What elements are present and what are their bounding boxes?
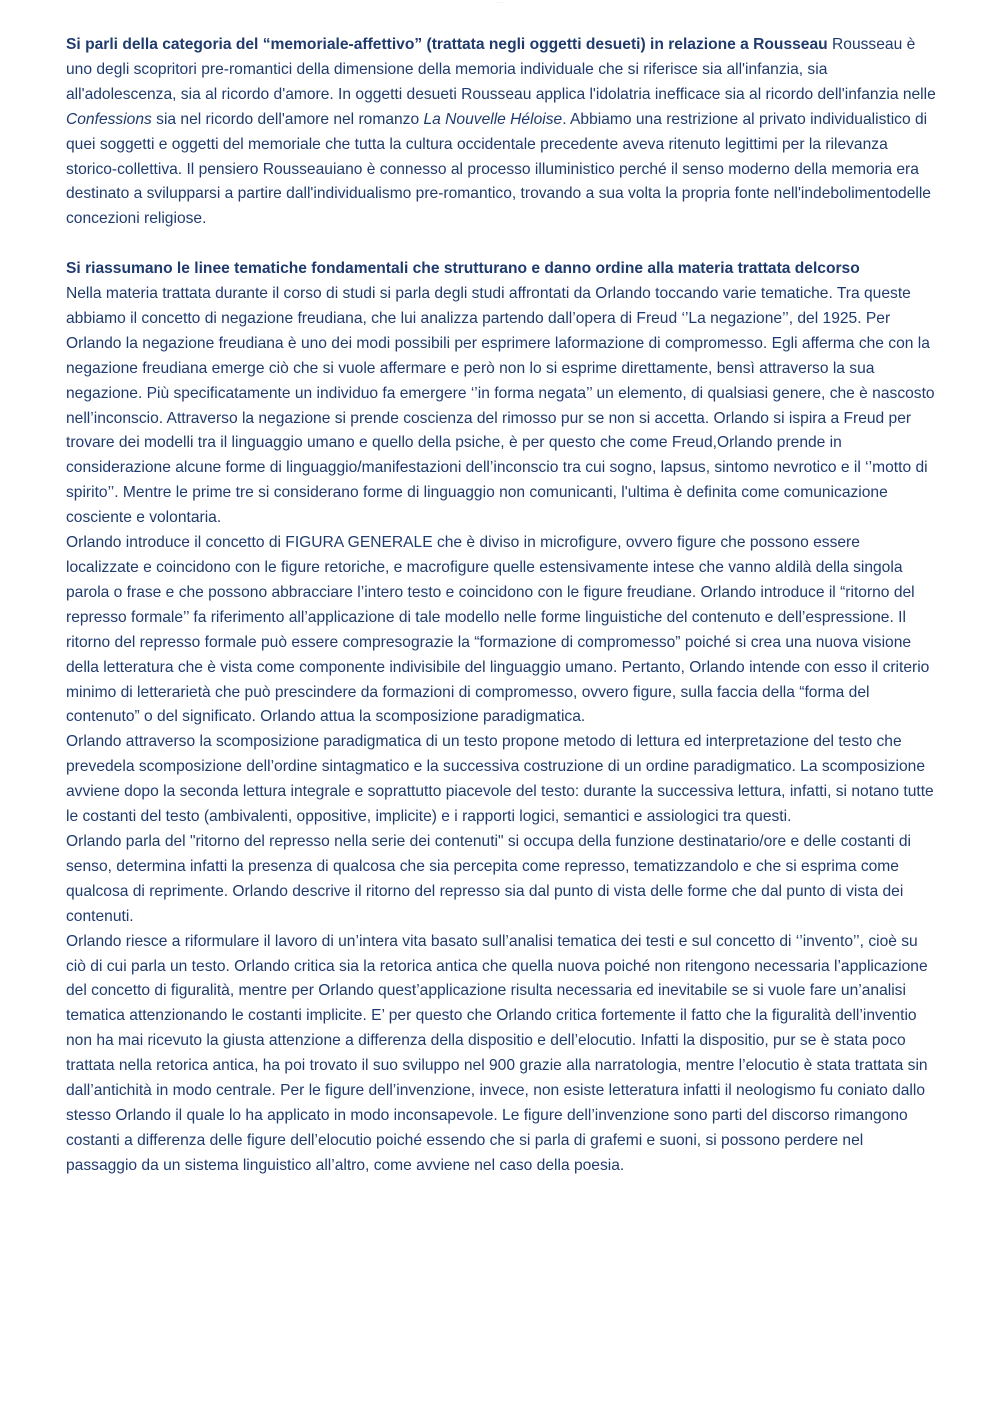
nouvelle-heloise-title: La Nouvelle Héloise xyxy=(423,110,563,128)
section-2-heading: Si riassumano le linee tematiche fondamentali che strutturano e danno ordine alla materia trattata delcorso xyxy=(66,260,860,278)
section-2-paragraph-3: Orlando attraverso la scomposizione paradigmatica di un testo propone metodo di lettura ed interpretazione del testo che prevedela scomposizione dell’ordine sintagmatico e la successiva costruzione di un ordine paradigmatico. La scomposizione avviene dopo la seconda lettura integrale e soprattutto piacevole del testo: durante la successiva lettura, infatti, si notano tutte le costanti del testo (ambivalenti, oppositive, implicite) e i rapporti logici, semantici e assiologici tra questi. xyxy=(66,733,934,826)
page-header-mark: ........ xyxy=(495,0,505,4)
confessions-title: Confessions xyxy=(66,110,152,128)
section-1-text-b: sia nel ricordo dell'amore nel romanzo xyxy=(151,110,424,128)
section-1-text-c: . Abbiamo una restrizione al privato individualistico di quei soggetti e oggetti del memoriale che tutta la cultura occidentale precedente aveva ritenuto legittimi per la rilevanza storico-collettiva. Il pensiero Rousseauiano è connesso al processo illuministico perché il senso moderno della memoria era destinato a svilupparsi a partire dall'individualismo pre-romantico, trovando a sua volta la propria fonte nell'indebolimentodelle concezioni religiose. xyxy=(66,110,931,228)
section-2-paragraph-2: Orlando introduce il concetto di FIGURA GENERALE che è diviso in microfigure, ovvero figure che possono essere localizzate e coincidono con le figure retoriche, e macrofigure quelle estensivamente intese che vanno aldilà della singola parola o frase e che possono abbracciare l’intero testo e coincidono con le figure freudiane. Orlando introduce il “ritorno del represso formale’’ fa riferimento all’applicazione di tale modello nelle forme linguistiche del contenuto e dell’espressione. Il ritorno del represso formale può essere compresograzie la “formazione di compromesso” poiché si crea una nuova visione della letteratura che è vista come componente indivisibile del linguaggio umano. Pertanto, Orlando intende con esso il criterio minimo di letterarietà che può prescindere da formazioni di compromesso, ovvero figure, sulla faccia della “forma del contenuto” o del significato. Orlando attua la scomposizione paradigmatica. xyxy=(66,534,930,726)
section-1-paragraph xyxy=(66,33,936,232)
section-2-paragraph-5: Orlando riesce a riformulare il lavoro di un’intera vita basato sull’analisi tematica dei testi e sul concetto di ‘’invento’’, cioè su ciò di cui parla un testo. Orlando critica sia la retorica antica che quella nuova poiché non ritengono necessaria l’applicazione del concetto di figuralità, mentre per Orlando quest’applicazione risulta necessaria ed inevitabile se si vuole fare un’analisi tematica attenzionando le costanti implicite. E’ per questo che Orlando critica fortemente il fatto che la figuralità dell’inventio non ha mai ricevuto la giusta attenzione a differenza della dispositio e dell’elocutio. Infatti la dispositio, pur se è stata poco trattata nella retorica antica, ha poi trovato il suo sviluppo nel 900 grazie alla narratologia, mentre l’elocutio è stata trattata sin dall’antichità in modo centrale. Per le figure dell’invenzione, invece, non esiste letteratura infatti il neologismo fu coniato dallo stesso Orlando il quale lo ha applicato in modo inconsapevole. Le figure dell’invenzione sono parti del discorso rimangono costanti a differenza delle figure dell’elocutio poiché essendo che si parla di grafemi e suoni, si possono perdere nel passaggio da un sistema linguistico all’altro, come avviene nel caso della poesia. xyxy=(66,932,928,1174)
section-1-text-a: Rousseau è uno degli scopritori pre-romantici della dimensione della memoria individuale che si riferisce sia all'infanzia, sia all'adolescenza, sia al ricordo d'amore. In oggetti desueti Rousseau applica l'idolatria inefficace sia al ricordo dell'infanzia nelle xyxy=(66,36,936,103)
section-2-paragraph-1: Nella materia trattata durante il corso di studi si parla degli studi affrontati da Orlando toccando varie tematiche. Tra queste abbiamo il concetto di negazione freudiana, che lui analizza partendo dall’opera di Freud ‘’La negazione’’, del 1925. Per Orlando la negazione freudiana è uno dei modi possibili per esprimere laformazione di compromesso. Egli afferma che con la negazione freudiana emerge ciò che si vuole affermare e però non lo si esprime direttamente, bensì attraverso la sua negazione. Più specificatamente un individuo fa emergere ‘’in forma negata’’ un elemento, di qualsiasi genere, che è nascosto nell’inconscio. Attraverso la negazione si prende coscienza del rimosso pur se non si accetta. Orlando si ispira a Freud per trovare dei modelli tra il linguaggio umano e quello della psiche, è per questo che come Freud,Orlando prende in considerazione alcune forme di linguaggio/manifestazioni dell’inconscio tra cui sogno, lapsus, sintomo nevrotico e il ‘’motto di spirito’’. Mentre le prime tre si considerano forme di linguaggio non comunicanti, l'ultima è definita come comunicazione cosciente e volontaria. xyxy=(66,285,935,527)
document-page xyxy=(66,33,936,1179)
section-1-heading: Si parli della categoria del “memoriale-affettivo” (trattata negli oggetti desueti) in relazione a Rousseau xyxy=(66,36,828,53)
section-2-paragraph-4: Orlando parla del "ritorno del represso nella serie dei contenuti" si occupa della funzione destinatario/ore e delle costanti di senso, determina infatti la presenza di qualcosa che sia percepita come represso, tematizzandolo e che si esprima come qualcosa di reprimente. Orlando descrive il ritorno del represso sia dal punto di vista delle forme che dal punto di vista dei contenuti. xyxy=(66,832,911,925)
section-spacer xyxy=(66,232,936,257)
